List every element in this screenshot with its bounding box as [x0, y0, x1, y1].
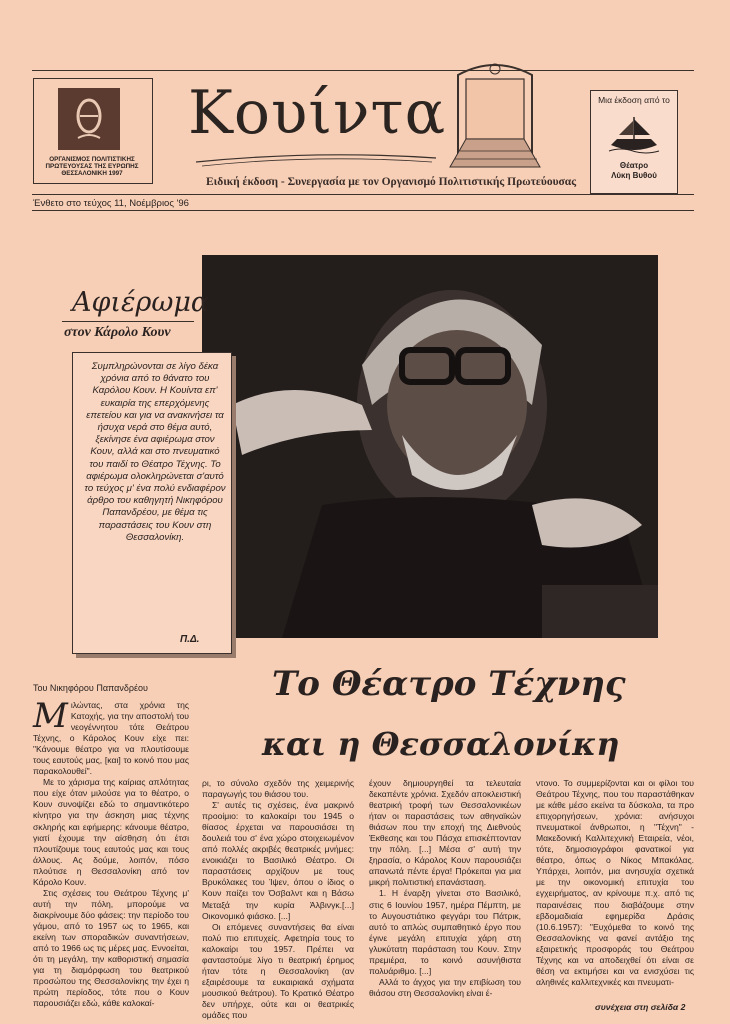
- theatre-stage-illustration: [440, 55, 550, 175]
- intro-signature: Π.Δ.: [180, 634, 200, 645]
- paragraph: ρι, το σύνολο σχεδόν της χειμερινής παραγωγής του θιάσου του.: [202, 778, 354, 800]
- article-column-4: [536, 778, 694, 988]
- paragraph: ιλώντας, στα χρόνια της Κατοχής, για την αποστολή του νεογέννητου τότε Θεάτρου Τέχνης, ο Κάρολος Κουν είχε πει: "Κάνουμε θέατρο για να πλουτίσουμε τους εαυτούς μας, [και] το κοινό που μας παρακολουθεί".: [33, 700, 189, 777]
- masthead-title: Κουίντα: [188, 78, 447, 148]
- paragraph: Αλλά το άγχος για την επιβίωση του θιάσου στη Θεσσαλονίκη είναι έ-: [369, 976, 521, 998]
- ship-icon: [607, 113, 661, 157]
- paragraph: έχουν δημιουργηθεί τα τελευταία δεκαπέντε χρόνια. Σχεδόν αποκλειστική θεατρική τροφή των Θεσσαλονικέων ήταν οι παραστάσεις των αθηναϊκών θιάσων που την εποχή της Διεθνούς Έκθεσης και του Πάσχα επισκέπτονταν την πόλη. [...] Μέσα σ' αυτή την ξηρασία, ο Κάρολος Κουν παρουσιάζει απανωτά πέντε έργα! Πρόκειται για μια μικρή πολιτιστική επανάσταση.: [369, 778, 521, 888]
- drop-cap: Μ: [33, 696, 68, 736]
- karolos-koun-portrait: [202, 255, 658, 638]
- headline-line-1: Το Θέατρο Τέχνης: [272, 664, 626, 704]
- headline-line-2: και η Θεσσαλονίκη: [262, 725, 620, 763]
- paragraph: Οι επόμενες συναντήσεις θα είναι πολύ πιο επιτυχείς. Αφετηρία τους το καλοκαίρι του 1957. Πρέπει να φανταστούμε λίγο τι θεατρική έρημος ήταν τότε η Θεσσαλονίκη (αν εξαιρέσουμε τα ευκαιριακά σχήματα μουσικού θεάτρου). Το Κρατικό Θέατρο δεν υπήρχε, ούτε και οι θεατρικές ομάδες που: [202, 921, 354, 1020]
- issue-rule: [32, 210, 694, 211]
- tribute-title: Αφιέρωμα: [72, 287, 210, 318]
- organization-name: ΟΡΓΑΝΙΣΜΟΣ ΠΟΛΙΤΙΣΤΙΚΗΣ ΠΡΩΤΕΥΟΥΣΑΣ ΤΗΣ ΕΥΡΩΠΗΣ ΘΕΣΣΑΛΟΝΙΚΗ 1997: [45, 156, 139, 178]
- paragraph: Με το χάρισμα της καίριας απλότητας που είχε όταν μιλούσε για το θέατρο, ο Κουν συνοψίζει εδώ το σημαντικότερο κίνητρο για την άσκηση μιας τέχνης σκληρής και εφήμερης: κάνουμε θέατρο, γιατί έχουμε την αίσθηση ότι έτσι πλουτίζουμε τους εαυτούς μας και τους άλλους. Ας δούμε, λοιπόν, πόσο πλούτισε η Θεσσαλονίκη από τον Κάρολο Κουν.: [33, 777, 189, 887]
- paragraph: ντονο. Το συμμερίζονται και οι φίλοι του Θεάτρου Τέχνης, που του παραστάθηκαν με κάθε μέσο εκείνα τα δύσκολα, τα προ επιχορηγήσεων, χρόνια: ανήσυχοι πνευματικοί άνθρωποι, η "Τέχνη" - Μακεδονική Καλλιτεχνική Εταιρεία, νέοι, τότε, δημοσιογράφοι φανατικοί για θέατρο, όπως ο Νίκος Μπακόλας. Υπάρχει, λοιπόν, μια ανησυχία σχετικά με την οικονομική επιτυχία του εγχειρήματος, αν κρίνουμε π.χ. από τις παραινέσεις που διαβάζουμε στην εβδομαδιαία εφημερίδα Δράσις (10.6.1957): "Ευχόμεθα το κοινό της Θεσσαλονίκης να φανεί αντάξιο της εξαιρετικής προσφοράς του Θεάτρου Τέχνης και να αποδειχθεί ότι είναι σε θέση να εκτιμήσει και να ενισχύσει τις αληθινές καλλιτεχνικές και πνευματι-: [536, 778, 694, 987]
- tribute-underline: [62, 321, 194, 322]
- article-column-3: [369, 778, 521, 999]
- masthead-subtitle: Ειδική έκδοση - Συνεργασία με τον Οργανισμό Πολιτιστικής Πρωτεύουσας: [206, 176, 577, 188]
- publisher-box: [590, 90, 678, 194]
- publisher-name: Θέατρο Λύκη Βυθού: [611, 161, 657, 180]
- paragraph: Σ' αυτές τις σχέσεις, ένα μακρινό προοίμιο: το καλοκαίρι του 1945 ο θίασος έρχεται να παρουσιάσει τη δουλειά του σ' ένα χώρο στοιχειωμένον από πολλές ακριβές θεατρικές μνήμες: ενοικιάζει το Βασιλικό Θέατρο. Οι παραστάσεις αρχίζουν με τους Βρυκόλακες του Ίψεν, όπου ο ίδιος ο Κουν παίζει τον Όσβαλντ και η Βάσω Μεταξά την κυρία Άλβινγκ.[...] Οικονομικό φιάσκο. [...]: [202, 800, 354, 921]
- tribute-subtitle: στον Κάρολο Κουν: [64, 325, 171, 340]
- article-column-2: [202, 778, 354, 1021]
- masthead-top-rule: [32, 70, 694, 71]
- issue-line: Ένθετο στο τεύχος 11, Νοέμβριος '96: [33, 198, 189, 209]
- continued-link[interactable]: συνέχεια στη σελίδα 2: [595, 1002, 686, 1012]
- byline: Του Νικηφόρου Παπανδρέου: [33, 683, 148, 693]
- article-column-1: [33, 696, 189, 1009]
- paragraph: 1. Η έναρξη γίνεται στο Βασιλικό, στις 6 Ιουνίου 1957, ημέρα Πέμπτη, με το Αυγουστιάτικο φεγγάρι του Πάτρικ, αυτό το απλώς συμπαθητικό έργο που έγινε μεγάλη επιτυχία χάρη στη γλυκύτατη παράσταση του Κουν. Στην πρεμιέρα, το κοινό ασυνήθιστα πολυάριθμο. [...]: [369, 888, 521, 976]
- publisher-label: Μια έκδοση από το: [598, 95, 670, 105]
- masthead-swash: [196, 148, 436, 168]
- paragraph: Στις σχέσεις του Θεάτρου Τέχνης μ' αυτή την πόλη, μπορούμε να διακρίνουμε δύο φάσεις: την περίοδο του γάμου, από το 1957 ως το 1965, και εκείνη των σποραδικών συναντήσεων, από το 1966 ως τις μέρες μας. Εννοείται, ότι τη μεγάλη, την καθοριστική σημασία για τη διαμόρφωση του θεατρικού προσώπου της Θεσσαλονίκης την έχει η πρώτη περίοδος, τότε που ο Κουν παρουσιάζει εδώ, κάθε καλοκαί-: [33, 887, 189, 1009]
- masthead-bottom-rule: [32, 194, 694, 195]
- theta-emblem-icon: [58, 88, 120, 150]
- intro-text: Συμπληρώνονται σε λίγο δέκα χρόνια από το θάνατο του Καρόλου Κουν. Η Κουίντα επ' ευκαιρία της επερχόμενης επετείου και για να ανακινήσει τα ήσυχα νερά στο θέμα αυτό, ξεκίνησε ένα αφιέρωμα στον Κουν, αλλά και στο πνευματικό του παιδί το Θέατρο Τέχνης. Το αφιέρωμα ολοκληρώνεται σ'αυτό το τεύχος μ' ένα πολύ ενδιαφέρον άρθρο του καθηγητή Νικηφόρου Παπανδρέου, με θέμα τις παραστάσεις του Κουν στη Θεσσαλονίκη.: [84, 361, 226, 543]
